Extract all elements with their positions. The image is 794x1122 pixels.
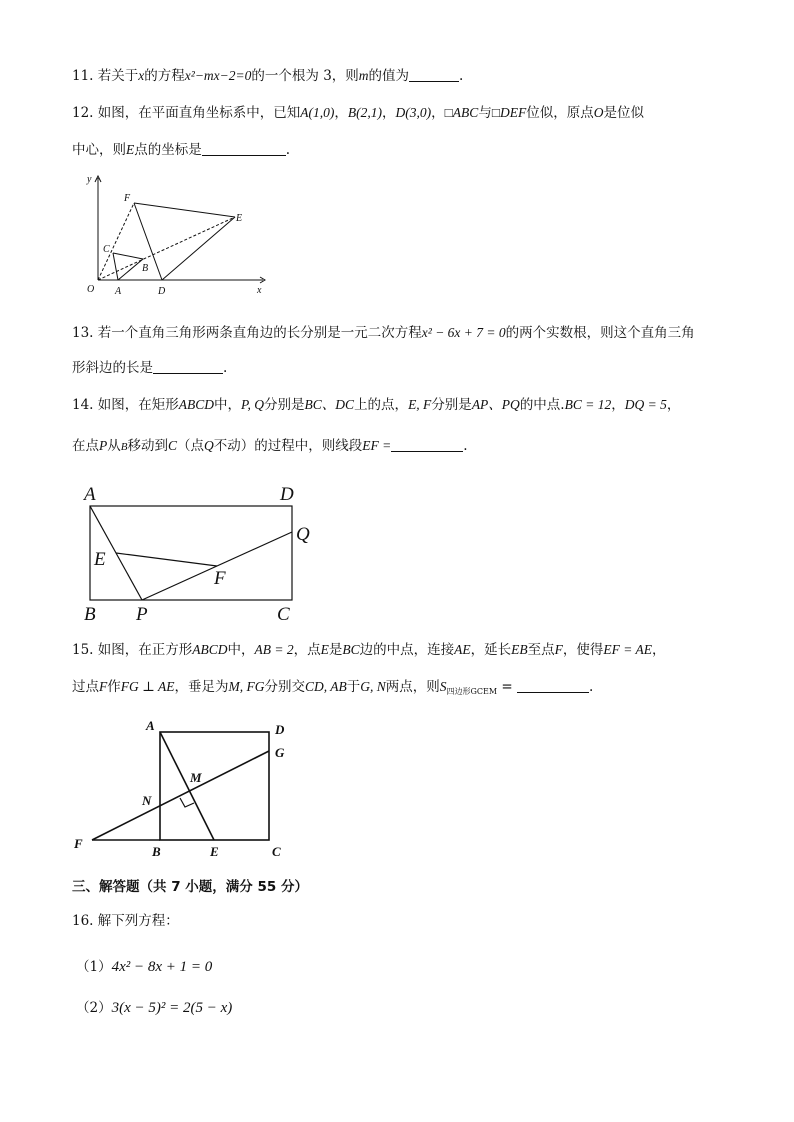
question-14-line2: 在点P从B移动到C（点Q不动）的过程中，则线段EF = . [72,438,468,454]
label-A: A [84,484,96,505]
label-G: G [275,745,285,760]
question-12-line2: 中心，则E点的坐标是 . [72,142,291,158]
q13-equation: x² − 6x + 7 = 0 [421,325,506,340]
label-M: M [190,770,202,785]
section-heading: 三、解答题（共 7 小题，满分 55 分） [72,879,308,895]
label-C: C [103,244,110,255]
label-A: A [146,718,155,733]
question-12: 12. 如图，在平面直角坐标系中，已知A(1,0)，B(2,1)，D(3,0)，□ABC与□DEF位似，原点O是位似 [72,105,644,121]
question-11: 11. 若关于x的方程x²−mx−2=0的一个根为 3，则m的值为 . [72,68,464,84]
label-x: x [257,285,262,296]
label-O: O [87,284,95,295]
answer-blank [391,437,463,452]
label-N: N [142,793,152,808]
answer-blank [409,67,459,82]
question-14: 14. 如图，在矩形ABCD中，P, Q分别是BC、DC上的点，E, F分别是AP、PQ的中点.BC = 12，DQ = 5， [72,397,681,413]
question-13: 13. 若一个直角三角形两条直角边的长分别是一元二次方程x² − 6x + 7 = 0的两个实数根，则这个直角三角 [72,325,695,341]
segment-AE [160,732,214,840]
label-E: E [210,844,219,859]
q15-figure [70,712,300,862]
question-16: 16. 解下列方程： [72,913,179,929]
answer-blank [202,141,286,156]
q16-part-1: （1）4x² − 8x + 1 = 0 [76,959,213,975]
label-B: B [152,844,161,859]
question-13-line2: 形斜边的长是 . [72,360,228,376]
q12-figure [78,170,278,300]
segment-CB [113,253,143,259]
segment-FG [92,751,269,840]
segment-ED [162,217,235,280]
label-D: D [280,484,294,505]
q14-figure [80,478,325,628]
label-F: F [74,836,83,851]
label-y: y [87,174,92,185]
label-Q: Q [296,524,310,545]
right-angle-mark [180,798,194,807]
label-P: P [136,604,148,625]
question-15: 15. 如图，在正方形ABCD中，AB = 2，点E是BC边的中点，连接AE，延长EB至点F，使得EF = AE， [72,642,666,658]
label-E: E [236,213,243,224]
question-15-line2: 过点F作FG ⊥ AE，垂足为M, FG分别交CD, AB于G, N两点，则$S_{四边形GCEM}$ = . [72,679,594,696]
q16-part-2: （2）3(x − 5)² = 2(5 − x) [76,1000,233,1016]
label-D: D [275,722,285,737]
label-E: E [94,549,106,570]
square-ABCD [160,732,269,840]
segment-EF [116,553,217,566]
answer-blank [517,678,589,693]
label-F: F [124,193,131,204]
segment-CA [113,253,118,280]
label-B: B [84,604,96,625]
q11-equation: x²−mx−2=0 [184,68,252,83]
label-B: B [142,263,149,274]
label-C: C [277,604,290,625]
label-C: C [272,844,281,859]
label-D: D [158,286,166,297]
label-A: A [115,286,122,297]
answer-blank [153,359,223,374]
label-F: F [214,568,226,589]
segment-FE [134,203,235,217]
